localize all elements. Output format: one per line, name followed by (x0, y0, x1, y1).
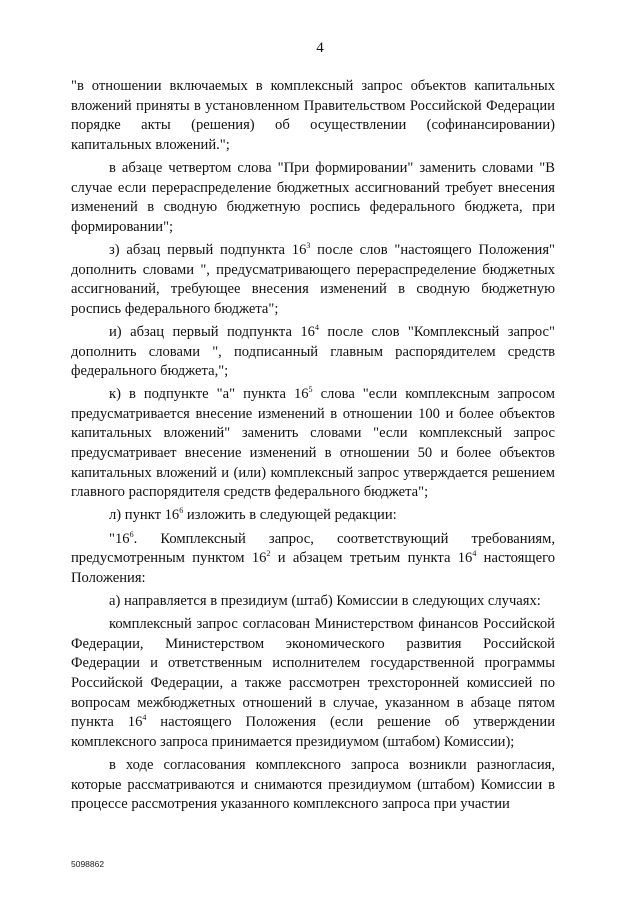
document-body (71, 77, 555, 818)
paragraph-3: з) абзац первый подпункта $16^3$ после слов "настоящего Положения" дополнить словами ", предусматривающего перераспределение бюджетных ассигнований, требующее внесения изменений в сводную бюджетную роспись федерального бюджета"; (71, 240, 555, 317)
document-code: 5098862 (71, 859, 105, 869)
paragraph-2: в абзаце четвертом слова "При формировании" заменить словами "В случае если перераспределение бюджетных ассигнований требует внесения изменений в сводную бюджетную роспись федерального бюджета, при формировании"; (71, 159, 555, 235)
paragraph-10: в ходе согласования комплексного запроса возникли разногласия, которые рассматриваются и снимаются президиумом (штабом) Комиссии в процессе рассмотрения указанного комплексного запроса при участии (71, 756, 555, 813)
paragraph-1: "в отношении включаемых в комплексный запрос объектов капитальных вложений приняты в установленном Правительством Российской Федерации порядке акты (решения) об осуществлении (софинансировании) капитальных вложений."; (71, 78, 555, 153)
paragraph-7: "$16^6$. Комплексный запрос, соответствующий требованиям, предусмотренным пунктом $16^2$ и абзацем третьим пункта $16^4$ настоящего Положения: (71, 529, 555, 586)
paragraph-4: и) абзац первый подпункта $16^4$ после слов "Комплексный запрос" дополнить словами ", подписанный главным распорядителем средств федерального бюджета,"; (71, 322, 555, 380)
paragraph-9: комплексный запрос согласован Министерством финансов Российской Федерации, Министерством экономического развития Российской Федерации и ответственным исполнителем государственной программы Российской Федерации, а также рассмотрен трехсторонней комиссией по вопросам межбюджетных отношений в случае, указанном в абзаце пятом пункта $16^4$ настоящего Положения (если решение об утверждении комплексного запроса принимается президиумом (штабом) Комиссии); (71, 616, 556, 750)
paragraph-8: а) направляется в президиум (штаб) Комиссии в следующих случаях: (109, 593, 541, 609)
page-number: 4 (316, 40, 324, 56)
paragraph-6: л) пункт $16^6$ изложить в следующей редакции: (109, 506, 397, 524)
paragraph-5: к) в подпункте "а" пункта $16^5$ слова "если комплексным запросом предусматривается внесение изменений в отношении 100 и более объектов капитальных вложений" заменить словами "если комплексный запрос предусматривает внесение изменений в отношении 50 и более объектов капитальных вложений и (или) комплексный запрос утверждается решением главного распорядителя средств федерального бюджета"; (71, 385, 555, 501)
